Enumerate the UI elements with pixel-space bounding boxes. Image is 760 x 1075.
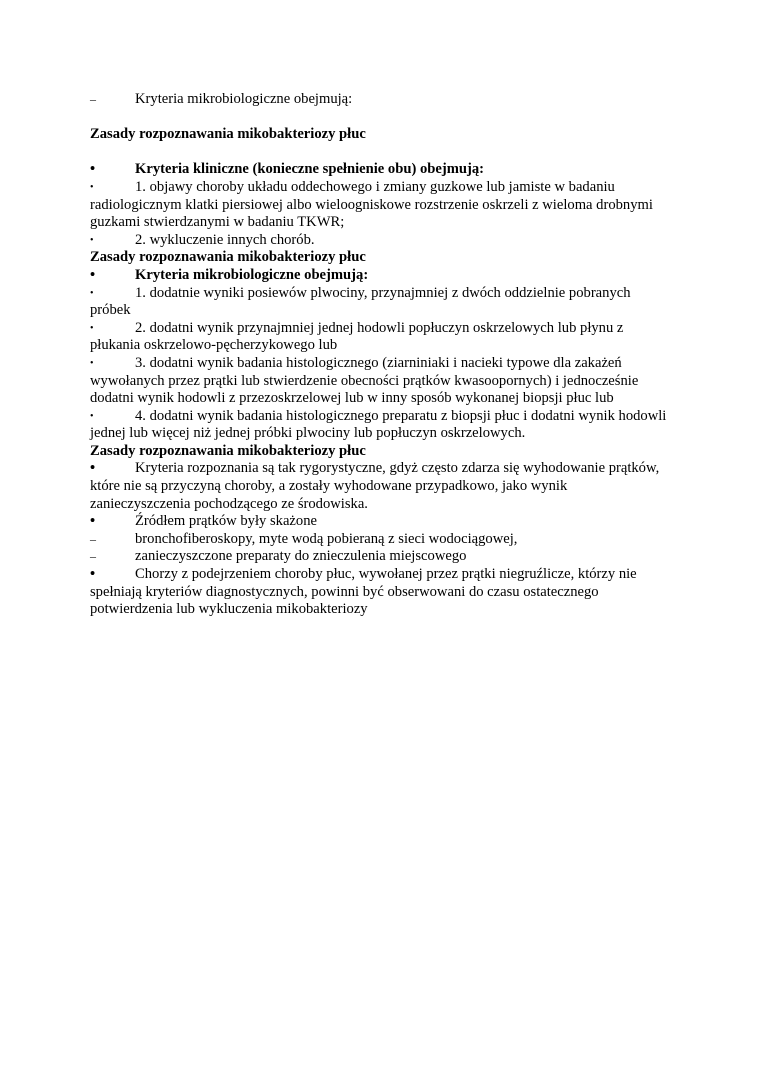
- item-text: Chorzy z podejrzeniem choroby płuc, wywołanej przez prątki niegruźlicze, którzy nie spełniają kryteriów diagnostycznych, powinni być obserwowani do czasu ostatecznego potwierdzenia lub wykluczenia mikobakteriozy: [90, 566, 637, 618]
- bullet-clinical-1: [90, 179, 670, 232]
- item-text: Źródłem prątków były skażone: [135, 513, 317, 530]
- item-text: 4. dodatni wynik badania histologicznego preparatu z biopsji płuc i dodatni wynik hodowli jednej lub więcej niż jednej próbki plwociny lub popłuczyn oskrzelowych.: [90, 407, 667, 442]
- bullet-criteria-strict: [90, 460, 670, 513]
- bullet-marker: •: [90, 287, 94, 299]
- heading-2: Zasady rozpoznawania mikobakteriozy płuc: [90, 249, 366, 266]
- bullet-marker: •: [90, 322, 94, 334]
- item-text: 1. dodatnie wyniki posiewów plwociny, przynajmniej z dwóch oddzielnie pobranych próbek: [90, 284, 631, 319]
- bullet-micro-3: [90, 355, 670, 408]
- bullet-marker: •: [90, 266, 96, 283]
- item-text: 2. wykluczenie innych chorób.: [135, 231, 315, 248]
- spacer: [90, 144, 670, 162]
- item-text: Kryteria rozpoznania są tak rygorystyczne, gdyż często zdarza się wyhodowanie prątków, które nie są przyczyną choroby, a zostały wyhodowane przypadkowo, jako wynik zanieczyszczenia pochodzącego ze środowiska.: [90, 460, 660, 512]
- bullet-observation: [90, 566, 670, 619]
- document-body: [90, 91, 670, 619]
- bullet-micro-4: [90, 408, 670, 443]
- item-text: bronchofiberoskopy, myte wodą pobieraną z sieci wodociągowej,: [135, 530, 518, 547]
- dash-marker: –: [90, 531, 96, 546]
- item-text: Kryteria mikrobiologiczne obejmują:: [135, 266, 369, 283]
- dash-marker: –: [90, 549, 96, 564]
- item-text: Kryteria kliniczne (konieczne spełnienie obu) obejmują:: [135, 161, 485, 178]
- spacer: [90, 109, 670, 127]
- bullet-micro-2: [90, 320, 670, 355]
- item-text: zanieczyszczone preparaty do znieczulenia miejscowego: [135, 548, 467, 565]
- bullet-marker: •: [90, 161, 96, 178]
- item-text: 2. dodatni wynik przynajmniej jednej hodowli popłuczyn oskrzelowych lub płynu z płukania oskrzelowo-pęcherzykowego lub: [90, 319, 624, 354]
- dash-item-intro: [90, 91, 670, 109]
- bullet-marker: •: [90, 181, 94, 193]
- bullet-micro-criteria: [90, 267, 670, 285]
- dash-item-bronchofiberoscopes: [90, 531, 670, 549]
- bullet-marker: •: [90, 566, 96, 583]
- bullet-micro-1: [90, 285, 670, 320]
- item-text: Kryteria mikrobiologiczne obejmują:: [135, 91, 353, 107]
- heading-3: Zasady rozpoznawania mikobakteriozy płuc: [90, 442, 366, 459]
- item-text: 3. dodatni wynik badania histologicznego (ziarniniaki i nacieki typowe dla zakażeń wywołanych przez prątki lub stwierdzenie obecności prątków kwasoopornych) i jednocześnie dodatni wynik hodowli z przezoskrzelowej lub w inny sposób wykonanej biopsji płuc lub: [90, 354, 639, 407]
- dash-marker: –: [90, 92, 96, 106]
- item-text: 1. objawy choroby układu oddechowego i zmiany guzkowe lub jamiste w badaniu radiologicznym klatki piersiowej albo wieloogniskowe rozstrzenie oskrzeli z wieloma drobnymi guzkami stwierdzanymi w badaniu TKWR;: [90, 178, 653, 231]
- dash-item-anesthetics: [90, 548, 670, 566]
- heading-1: Zasady rozpoznawania mikobakteriozy płuc: [90, 126, 366, 143]
- bullet-marker: •: [90, 234, 94, 246]
- bullet-source: [90, 513, 670, 531]
- bullet-marker: •: [90, 410, 94, 422]
- bullet-clinical-2: [90, 232, 670, 250]
- bullet-marker: •: [90, 460, 96, 477]
- bullet-clinical-criteria: [90, 161, 670, 179]
- bullet-marker: •: [90, 357, 94, 369]
- bullet-marker: •: [90, 513, 96, 530]
